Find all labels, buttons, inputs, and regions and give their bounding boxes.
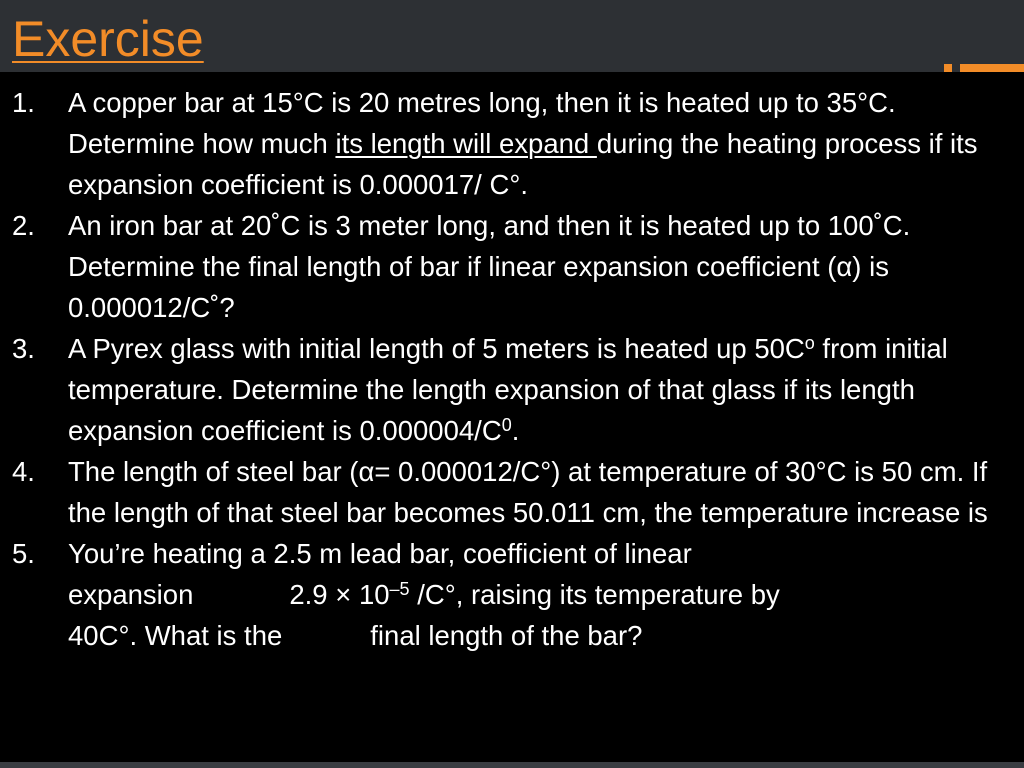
- exercise-number: 5.: [12, 538, 35, 569]
- exercise-text: from initial temperature. Determine the length expansion of that glass if its length expansion coefficient is 0.000004/C: [68, 333, 948, 446]
- exercise-item-1: [12, 82, 1012, 205]
- accent-square: [944, 64, 952, 72]
- exercise-number: 4.: [12, 456, 35, 487]
- exercise-text: .: [511, 415, 520, 446]
- exercise-text: A Pyrex glass with initial length of 5 meters is heated up 50C: [68, 333, 805, 364]
- superscript: o: [804, 333, 815, 353]
- exercise-text: 2.9 × 10: [289, 579, 390, 610]
- exercise-number: 3.: [12, 333, 35, 364]
- exercise-text: An iron bar at 20˚C is 3 meter long, and then it is heated up to 100˚C. Determine the final length of bar if linear expansion coefficient (α) is 0.000012/C˚?: [68, 210, 911, 323]
- underlined-phrase: its length will expand: [335, 128, 597, 159]
- exercise-text: final length of the bar?: [370, 620, 643, 651]
- exercise-item-5: [12, 533, 1012, 656]
- exercise-text: during the heating process if its expansion coefficient is 0.000017/ C°.: [68, 128, 978, 200]
- exercise-text: 40C°. What is the: [68, 620, 283, 651]
- footer-line: [0, 762, 1024, 768]
- exercise-text: The length of steel bar (α= 0.000012/C°) at temperature of 30°C is 50 cm. If the length of that steel bar becomes 50.011 cm, the temperature increase is: [68, 456, 988, 528]
- exercise-text: expansion: [68, 579, 194, 610]
- exercise-text: /C°, raising its temperature by: [409, 579, 780, 610]
- exercise-list: [12, 82, 1012, 656]
- superscript: 0: [501, 415, 512, 435]
- exercise-number: 2.: [12, 210, 35, 241]
- exercise-line: You’re heating a 2.5 m lead bar, coefficient of linear: [68, 538, 692, 569]
- title-bar: [0, 0, 1024, 72]
- superscript: –5: [389, 579, 410, 599]
- exercise-number: 1.: [12, 87, 35, 118]
- exercise-line: [68, 574, 1012, 615]
- exercise-item-2: [12, 205, 1012, 328]
- exercise-item-3: [12, 328, 1012, 451]
- exercise-text: A copper bar at 15°C is 20 metres long, then it is heated up to 35°C. Determine how much: [68, 87, 896, 159]
- exercise-item-4: [12, 451, 1012, 533]
- exercise-line: [68, 615, 1012, 656]
- accent-bar: [960, 64, 1024, 72]
- slide-title: Exercise: [12, 11, 204, 67]
